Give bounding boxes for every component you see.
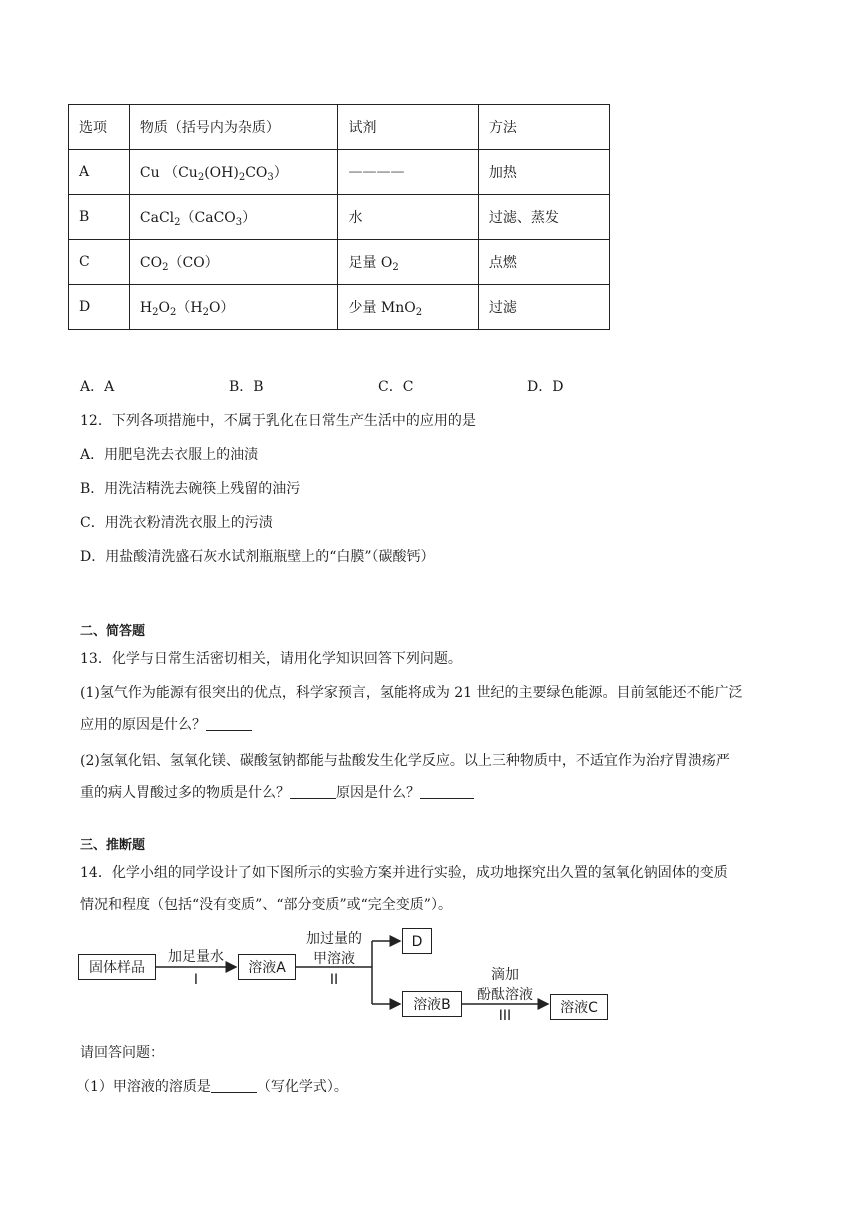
cell-option: B (69, 195, 130, 240)
q12-option-d: D．用盐酸清洗盛石灰水试剂瓶瓶壁上的“白膜”（碳酸钙） (80, 549, 435, 565)
answer-blank[interactable] (420, 784, 474, 799)
header-substance: 物质（括号内为杂质） (129, 105, 338, 150)
table-header-row (69, 105, 610, 150)
cell-reagent: 水 (338, 195, 478, 240)
q11-choice-b: B．B (229, 379, 264, 395)
label-step3-num: III (498, 1008, 512, 1024)
q14-line1: 14．化学小组的同学设计了如下图所示的实验方案并进行实验，成功地探究出久置的氢氧化钠固体的变质 (80, 865, 728, 881)
cell-method: 过滤 (478, 285, 609, 330)
answer-blank[interactable] (211, 1078, 257, 1093)
q13-2-line2-text-b: 原因是什么？ (336, 785, 420, 801)
cell-option: D (69, 285, 130, 330)
header-option: 选项 (69, 105, 130, 150)
q11-choice-a: A．A (80, 379, 115, 395)
please-answer: 请回答问题： (80, 1045, 164, 1061)
q13-2-line2 (80, 782, 474, 802)
label-step3-line1: 滴加 (491, 967, 519, 983)
answer-blank[interactable] (206, 716, 252, 731)
box-solution-b: 溶液B (402, 991, 462, 1017)
box-solid-sample: 固体样品 (78, 954, 156, 980)
box-solution-a: 溶液A (238, 954, 296, 980)
section-title-short-answer: 二、简答题 (80, 624, 146, 639)
box-solution-c: 溶液C (550, 994, 608, 1020)
table-row (69, 150, 610, 195)
table-row (69, 285, 610, 330)
q11-table (68, 104, 610, 330)
q13-1-line2 (80, 714, 252, 734)
cell-method: 过滤、蒸发 (478, 195, 609, 240)
q12-option-b: B．用洗洁精洗去碗筷上残留的油污 (80, 481, 301, 497)
header-reagent: 试剂 (338, 105, 478, 150)
label-step1: 加足量水 (168, 949, 224, 965)
q14-1-text-b: （写化学式）。 (256, 1079, 348, 1095)
q14-line2: 情况和程度（包括“没有变质”、“部分变质”或“完全变质”）。 (80, 897, 452, 913)
label-step3-line2: 酚酞溶液 (477, 987, 533, 1003)
label-step1-num: I (193, 972, 199, 988)
cell-reagent: 足量 $O_2$ (338, 240, 478, 285)
cell-reagent: ———— (338, 150, 478, 195)
cell-substance: $H_2O_2(H_2O)$ (129, 285, 338, 330)
section-title-inference: 三、推断题 (80, 838, 146, 853)
box-d: D (402, 928, 432, 954)
cell-method: 点燃 (478, 240, 609, 285)
q12-stem: 12．下列各项措施中，不属于乳化在日常生产生活中的应用的是 (80, 413, 476, 429)
cell-option: A (69, 150, 130, 195)
label-step2-line2: 甲溶液 (313, 951, 355, 967)
label-step2-line1: 加过量的 (306, 931, 362, 947)
experiment-flow-diagram (78, 926, 618, 1026)
q13-1-line1: (1)氢气作为能源有很突出的优点，科学家预言，氢能将成为 21 世纪的主要绿色能源。目前氢能还不能广泛 (80, 685, 743, 701)
label-step2-num: II (329, 972, 339, 988)
q11-choice-c: C．C (378, 379, 414, 395)
header-method: 方法 (478, 105, 609, 150)
q14-1-text-a: （1）甲溶液的溶质是 (76, 1079, 211, 1095)
q13-stem: 13．化学与日常生活密切相关，请用化学知识回答下列问题。 (80, 651, 462, 667)
q13-2-line1: (2)氢氧化铝、氢氧化镁、碳酸氢钠都能与盐酸发生化学反应。以上三种物质中，不适宜作为治疗胃溃疡严 (80, 753, 730, 769)
q12-option-a: A．用肥皂洗去衣服上的油渍 (80, 447, 259, 463)
q13-1-line2-text: 应用的原因是什么？ (80, 717, 206, 733)
cell-substance: CaCl$_2$（CaCO$_3$） (129, 195, 338, 240)
q14-1 (76, 1076, 348, 1096)
cell-reagent: 少量 MnO$_2$ (338, 285, 478, 330)
q12-option-c: C．用洗衣粉清洗衣服上的污渍 (80, 515, 273, 531)
cell-substance: Cu $(Cu_2(OH)_2CO_3)$ (129, 150, 338, 195)
table-row (69, 195, 610, 240)
answer-blank[interactable] (290, 784, 336, 799)
cell-substance: $CO_2(CO)$ (129, 240, 338, 285)
q11-choice-d: D．D (527, 379, 564, 395)
cell-option: C (69, 240, 130, 285)
q13-2-line2-text-a: 重的病人胃酸过多的物质是什么？ (80, 785, 290, 801)
cell-method: 加热 (478, 150, 609, 195)
table-row (69, 240, 610, 285)
